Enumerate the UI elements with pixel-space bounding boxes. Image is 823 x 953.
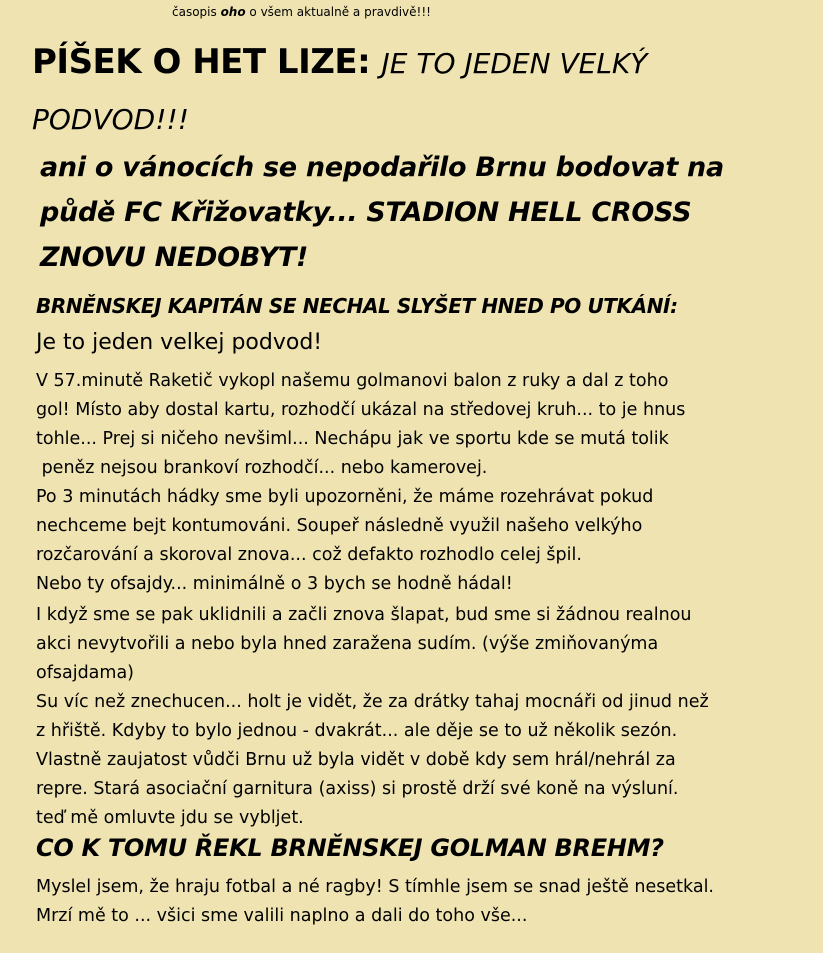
paragraph-line: rozčarování a skoroval znova... což defakto rozhodlo celej špil.: [36, 545, 582, 565]
tagline-suffix: o všem aktualně a pravdivě!!!: [245, 5, 431, 19]
subheadline: [40, 145, 800, 280]
paragraph-line: Nebo ty ofsajdy... minimálně o 3 bych se hodně hádal!: [36, 574, 513, 594]
paragraph-line: Su víc než znechucen... holt je vidět, že za drátky tahaj mocnáři od jinud než: [36, 692, 709, 712]
paragraph-line: Po 3 minutách hádky sme byli upozorněni, že máme rozehrávat pokud: [36, 487, 654, 507]
subheadline-line: půdě FC Křižovatky... STADION HELL CROSS: [40, 197, 692, 228]
subheadline-line: ZNOVU NEDOBYT!: [40, 242, 308, 273]
captain-section-heading: BRNĚNSKEJ KAPITÁN SE NECHAL SLYŠET HNED PO UTKÁNÍ:: [36, 294, 678, 318]
paragraph-line: Vlastně zaujatost vůdči Brnu už byla vidět v době kdy sem hrál/nehrál za: [36, 750, 676, 770]
paragraph-line: ofsajdama): [36, 663, 135, 683]
headline-bold: PÍŠEK O HET LIZE:: [32, 42, 382, 82]
paragraph-line: peněz nejsou brankoví rozhodčí... nebo kamerovej.: [36, 458, 488, 478]
magazine-tagline: [172, 5, 431, 20]
paragraph: [36, 483, 653, 599]
headline-italic-1: JE TO JEDEN VELKÝ: [381, 47, 648, 80]
headline-italic-2: PODVOD!!!: [32, 103, 189, 136]
paragraph-line: nechceme bejt kontumováni. Soupeř následně využil našeho velkýho: [36, 516, 643, 536]
paragraph-line: tohle... Prej si ničeho nevšiml... Nechápu jak ve sportu kde se mutá tolik: [36, 429, 669, 449]
captain-quote: Je to jeden velkej podvod!: [36, 330, 323, 355]
subheadline-line: ani o vánocích se nepodařilo Brnu bodovat na: [40, 152, 724, 183]
paragraph: [36, 601, 709, 833]
magazine-brand: oho: [220, 5, 246, 19]
tagline-prefix: časopis: [172, 5, 221, 19]
paragraph-line: Myslel jsem, že hraju fotbal a né ragby! S tímhle jsem se snad ještě nesetkal.: [36, 877, 714, 897]
paragraph-line: gol! Místo aby dostal kartu, rozhodčí ukázal na středovej kruh... to je hnus: [36, 400, 686, 420]
paragraph-line: repre. Stará asociační garnitura (axiss) si prostě drží své koně na výsluní.: [36, 779, 679, 799]
paragraph: [36, 367, 685, 483]
paragraph-line: Mrzí mě to ... všici sme valili naplno a dali do toho vše...: [36, 906, 528, 926]
paragraph: [36, 873, 714, 931]
paragraph-line: V 57.minutě Raketič vykopl našemu golmanovi balon z ruky a dal z toho: [36, 371, 669, 391]
goalkeeper-section-heading: CO K TOMU ŘEKL BRNĚNSKEJ GOLMAN BREHM?: [36, 834, 664, 862]
paragraph-line: teď mě omluvte jdu se vybljet.: [36, 808, 304, 828]
paragraph-line: I když sme se pak uklidnili a začli znova šlapat, bud sme si žádnou realnou: [36, 605, 692, 625]
paragraph-line: akci nevytvořili a nebo byla hned zaražena sudím. (výše zmiňovanýma: [36, 634, 659, 654]
paragraph-line: z hřiště. Kdyby to bylo jednou - dvakrát... ale děje se to už několik sezón.: [36, 721, 678, 741]
headline: [32, 36, 792, 150]
